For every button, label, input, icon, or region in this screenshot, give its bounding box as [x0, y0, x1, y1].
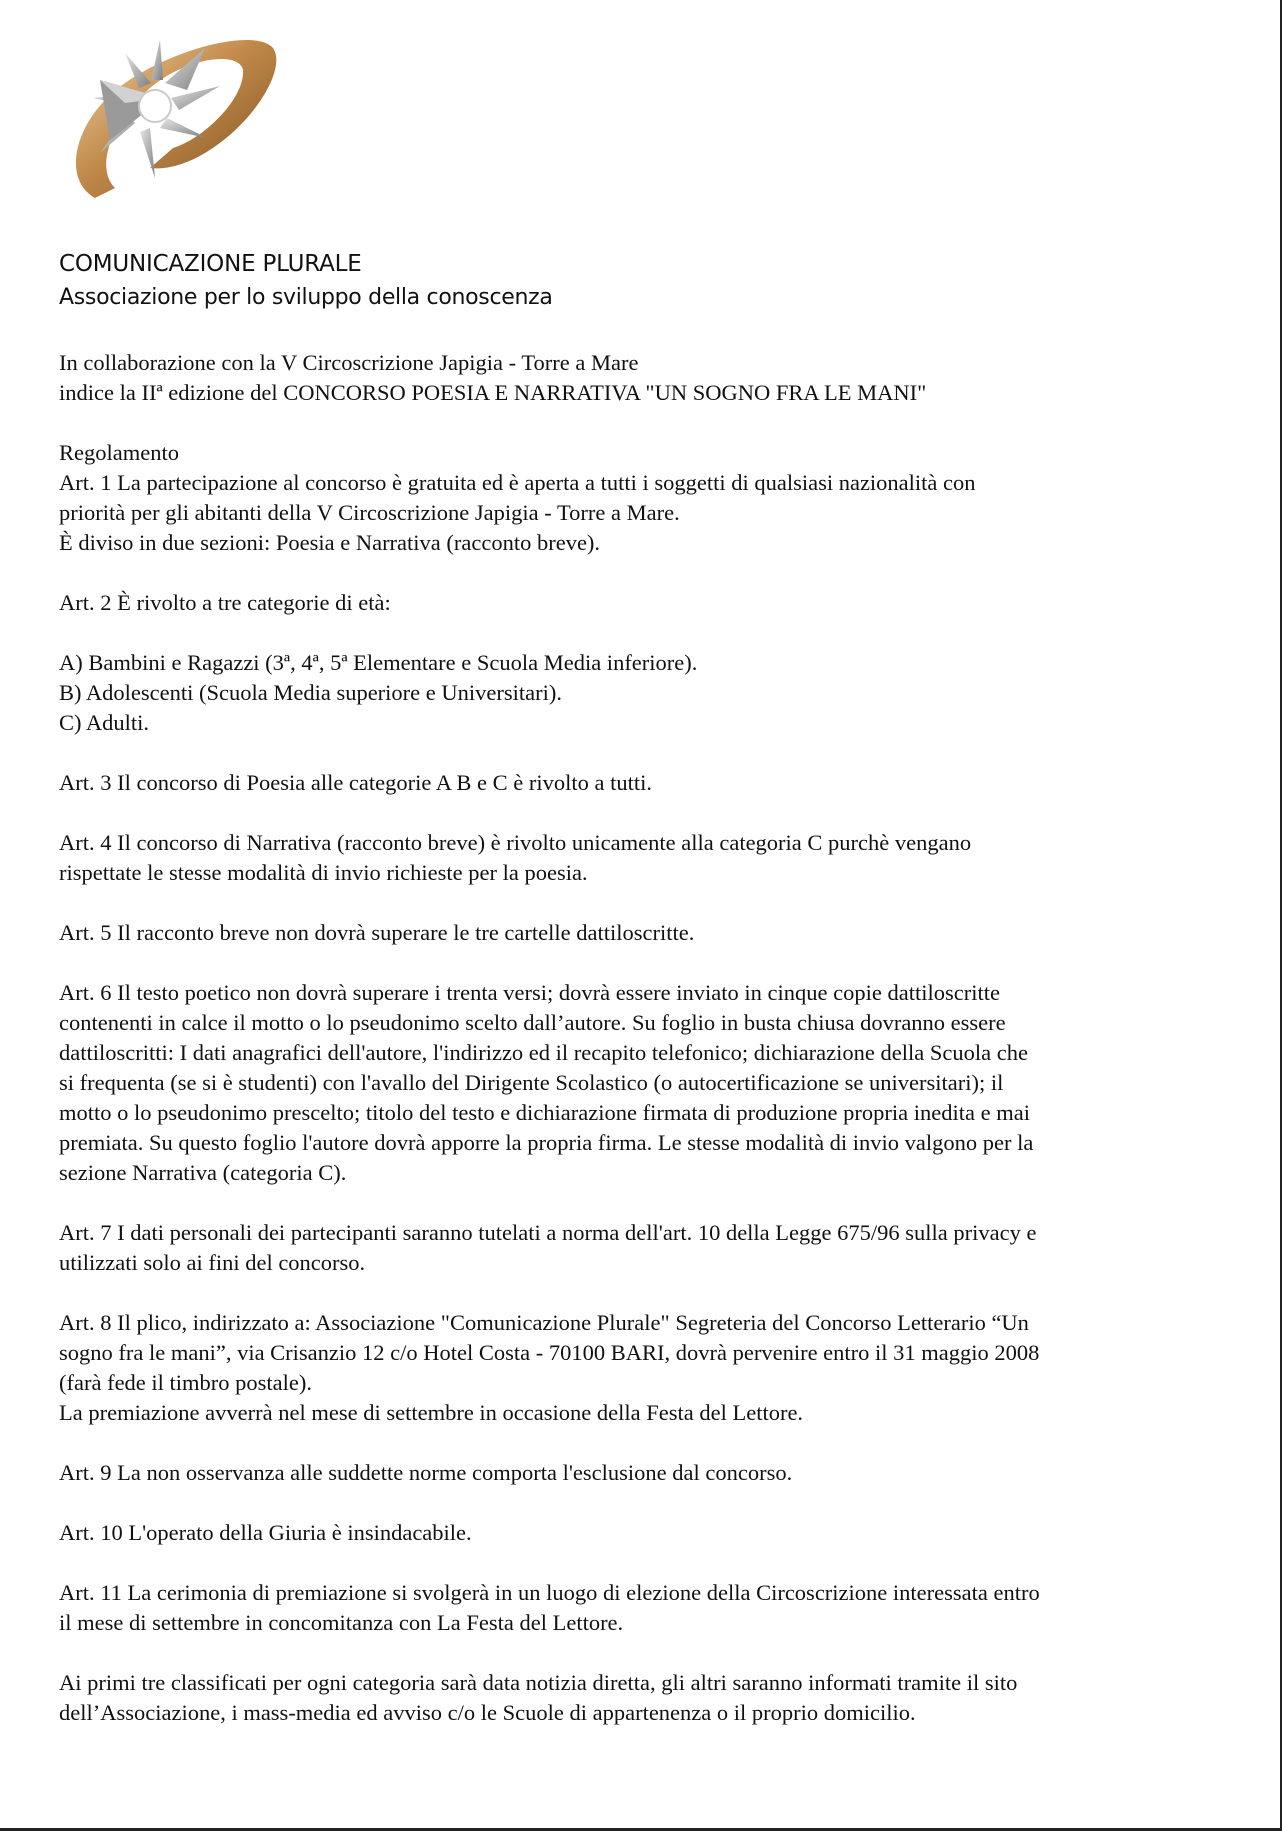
closing-line: Ai primi tre classificati per ogni categoria sarà data notizia diretta, gli altri saranno informati tramite il sito: [59, 1670, 1018, 1695]
organization-subtitle: Associazione per lo sviluppo della conoscenza: [59, 285, 553, 310]
article-line: dattiloscritti: I dati anagrafici dell'autore, l'indirizzo ed il recapito telefonico; dichiarazione della Scuola che: [59, 1040, 1028, 1065]
article-line: si frequenta (se si è studenti) con l'avallo del Dirigente Scolastico (o autocertificazione se universitari); il: [59, 1070, 1004, 1095]
article-line: sezione Narrativa (categoria C).: [59, 1160, 347, 1185]
article-line: Art. 2 È rivolto a tre categorie di età:: [59, 590, 391, 615]
article-6: [59, 978, 1219, 1188]
article-4: [59, 828, 1219, 888]
article-10: [59, 1518, 1219, 1548]
article-2: [59, 588, 1219, 618]
organization-name: COMUNICAZIONE PLURALE: [59, 251, 362, 277]
article-11: [59, 1578, 1219, 1638]
article-line: contenenti in calce il motto o lo pseudonimo scelto dall’autore. Su foglio in busta chiusa dovranno essere: [59, 1010, 1006, 1035]
article-line: (farà fede il timbro postale).: [59, 1370, 313, 1395]
article-7: [59, 1218, 1219, 1278]
article-line: Art. 4 Il concorso di Narrativa (racconto breve) è rivolto unicamente alla categoria C purchè vengano: [59, 830, 972, 855]
association-logo: [55, 28, 280, 220]
article-line: Art. 7 I dati personali dei partecipanti saranno tutelati a norma dell'art. 10 della Legge 675/96 sulla privacy e: [59, 1220, 1037, 1245]
category-item: C) Adulti.: [59, 710, 150, 735]
article-line: Art. 11 La cerimonia di premiazione si svolgerà in un luogo di elezione della Circoscrizione interessata entro: [59, 1580, 1040, 1605]
rules-heading: Regolamento: [59, 440, 179, 465]
category-item: A) Bambini e Ragazzi (3ª, 4ª, 5ª Elementare e Scuola Media inferiore).: [59, 650, 698, 675]
closing-line: dell’Associazione, i mass-media ed avviso c/o le Scuole di appartenenza o il proprio domicilio.: [59, 1700, 916, 1725]
intro-line: indice la IIª edizione del CONCORSO POESIA E NARRATIVA "UN SOGNO FRA LE MANI": [59, 380, 927, 405]
article-line: motto o lo pseudonimo prescelto; titolo del testo e dichiarazione firmata di produzione propria inedita e mai: [59, 1100, 1030, 1125]
intro-line: In collaborazione con la V Circoscrizione Japigia - Torre a Mare: [59, 350, 639, 375]
article-line: Art. 9 La non osservanza alle suddette norme comporta l'esclusione dal concorso.: [59, 1460, 793, 1485]
article-line: Art. 6 Il testo poetico non dovrà superare i trenta versi; dovrà essere inviato in cinque copie dattiloscritte: [59, 980, 1000, 1005]
article-line: Art. 8 Il plico, indirizzato a: Associazione "Comunicazione Plurale" Segreteria del Concorso Letterario “Un: [59, 1310, 1029, 1335]
article-8: [59, 1308, 1219, 1428]
article-line: Art. 5 Il racconto breve non dovrà superare le tre cartelle dattiloscritte.: [59, 920, 695, 945]
article-line: La premiazione avverrà nel mese di settembre in occasione della Festa del Lettore.: [59, 1400, 804, 1425]
article-line: sogno fra le mani”, via Crisanzio 12 c/o Hotel Costa - 70100 BARI, dovrà pervenire entro il 31 maggio 2008: [59, 1340, 1040, 1365]
article-line: rispettate le stesse modalità di invio richieste per la poesia.: [59, 860, 588, 885]
article-line: Art. 10 L'operato della Giuria è insindacabile.: [59, 1520, 472, 1545]
article-3: [59, 768, 1219, 798]
intro-paragraph: [59, 348, 1219, 408]
article-5: [59, 918, 1219, 948]
article-line: Art. 1 La partecipazione al concorso è gratuita ed è aperta a tutti i soggetti di qualsiasi nazionalità con: [59, 470, 976, 495]
document-body: [59, 348, 1219, 1758]
article-line: premiata. Su questo foglio l'autore dovrà apporre la propria firma. Le stesse modalità di invio valgono per la: [59, 1130, 1034, 1155]
article-9: [59, 1458, 1219, 1488]
article-line: Art. 3 Il concorso di Poesia alle categorie A B e C è rivolto a tutti.: [59, 770, 652, 795]
article-line: priorità per gli abitanti della V Circoscrizione Japigia - Torre a Mare.: [59, 500, 680, 525]
article-line: È diviso in due sezioni: Poesia e Narrativa (racconto breve).: [59, 530, 601, 555]
organization-header: [59, 247, 553, 315]
article-line: il mese di settembre in concomitanza con La Festa del Lettore.: [59, 1610, 624, 1635]
category-item: B) Adolescenti (Scuola Media superiore e Universitari).: [59, 680, 562, 705]
article-line: utilizzati solo ai fini del concorso.: [59, 1250, 366, 1275]
categories-list: [59, 648, 1219, 738]
closing-paragraph: [59, 1668, 1219, 1728]
article-1: [59, 438, 1219, 558]
